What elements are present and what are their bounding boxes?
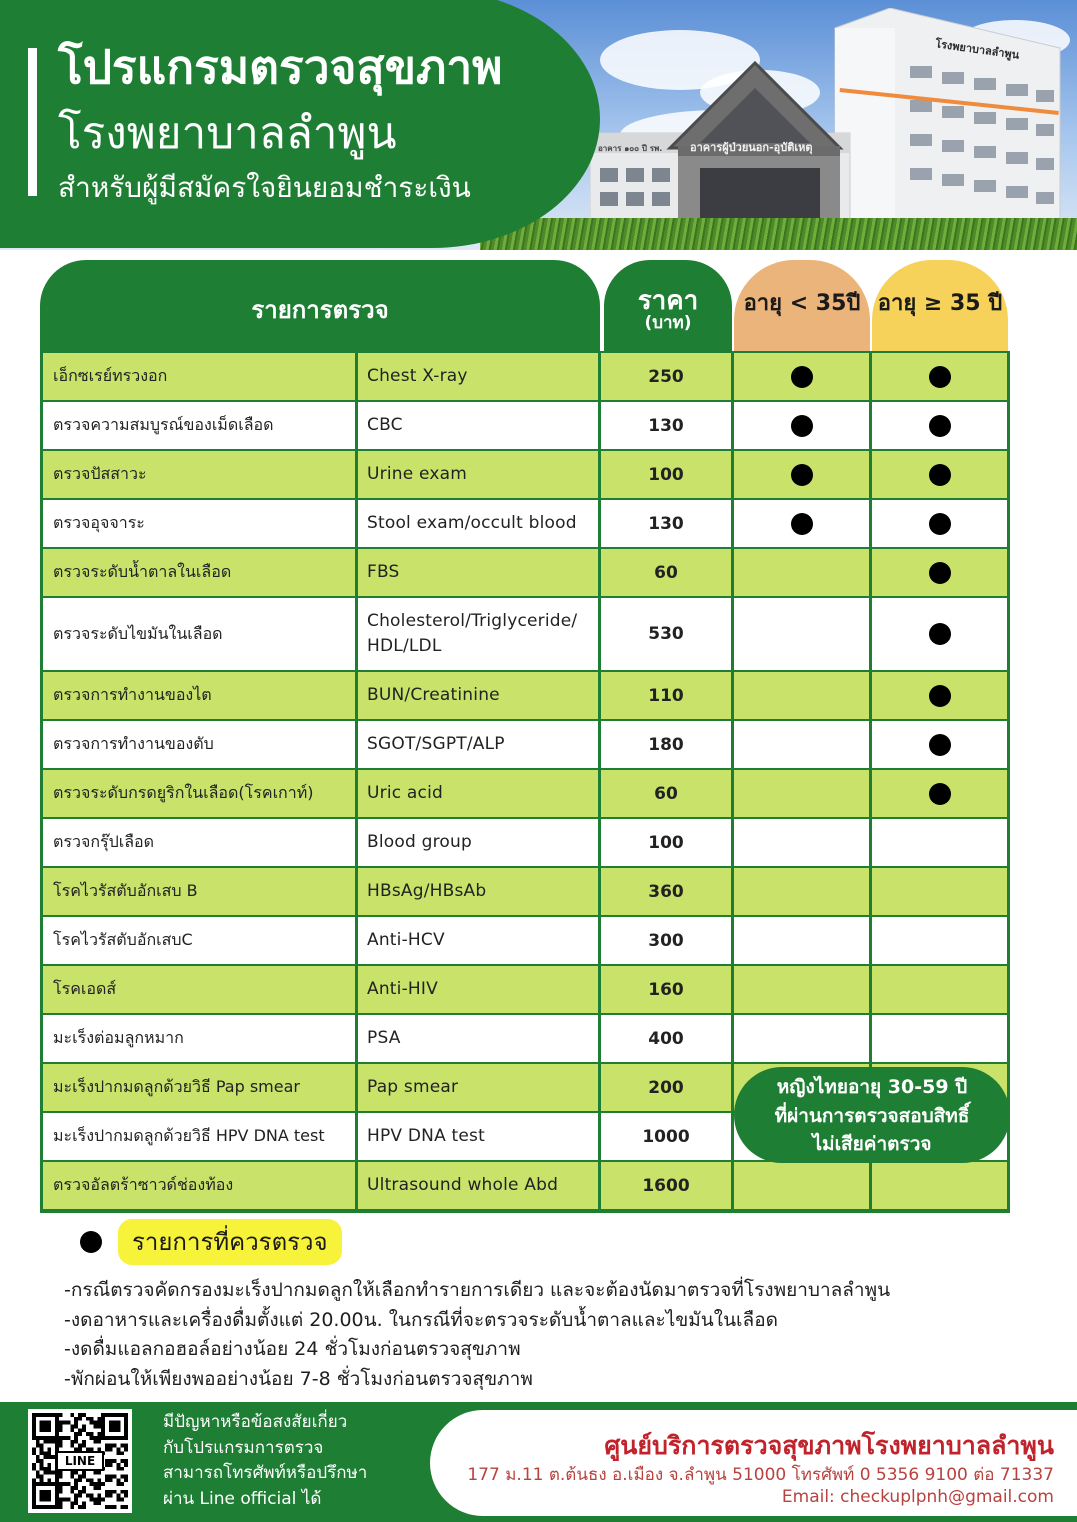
recommended-dot-icon [929,366,951,388]
age-35-plus-cell [872,966,1007,1013]
test-name-thai: มะเร็งต่อมลูกหมาก [43,1015,355,1062]
page-title: โปรแกรมตรวจสุขภาพ [58,40,503,94]
contact-line: กับโปรแกรมการตรวจ [163,1437,324,1458]
age-under-35-cell [734,1162,869,1209]
test-name-thai: ตรวจกรุ๊ปเลือด [43,819,355,866]
age-35-plus-cell [872,672,1007,719]
test-name-english: Urine exam [358,451,598,498]
age-under-35-cell [734,353,869,400]
center-email[interactable]: Email: checkuplpnh@gmail.com [781,1487,1054,1507]
column-header-price [604,260,732,352]
test-name-thai: โรคไวรัสตับอักเสบC [43,917,355,964]
test-name-thai: ตรวจอัลตร้าซาวด์ช่องท้อง [43,1162,355,1209]
age-35-plus-cell [872,721,1007,768]
free-screening-badge [734,1067,1010,1163]
recommended-dot-icon [929,464,951,486]
age-under-35-cell [734,966,869,1013]
age-under-35-cell [734,451,869,498]
test-price: 1000 [601,1113,731,1160]
test-name-english: Anti-HIV [358,966,598,1013]
test-name-thai: เอ็กซเรย์ทรวงอก [43,353,355,400]
test-name-thai: ตรวจระดับกรดยูริกในเลือด(โรคเกาท์) [43,770,355,817]
age-under-35-cell [734,819,869,866]
table-row [40,768,1010,817]
contact-line: ผ่าน Line official ได้ [163,1488,322,1509]
building-sign-top: โรงพยาบาลลำพูน [934,37,1021,62]
free-badge-line-1: หญิงไทยอายุ 30-59 ปี [776,1076,968,1098]
test-price: 1600 [601,1162,731,1209]
age-35-plus-cell [872,353,1007,400]
test-price: 530 [601,598,731,670]
test-name-english: BUN/Creatinine [358,672,598,719]
table-row [40,1013,1010,1062]
test-price: 100 [601,451,731,498]
test-price: 130 [601,500,731,547]
notes-list [64,1276,1054,1394]
age-35-plus-cell [872,1015,1007,1062]
test-price: 300 [601,917,731,964]
test-price: 100 [601,819,731,866]
recommended-dot-icon [791,366,813,388]
test-price: 60 [601,549,731,596]
age-35-plus-cell [872,598,1007,670]
note-item: -พักผ่อนให้เพียงพออย่างน้อย 7-8 ชั่วโมงก่อนตรวจสุขภาพ [64,1367,533,1390]
legend-label: รายการที่ควรตรวจ [118,1219,342,1265]
table-row [40,498,1010,547]
line-logo: LINE [56,1451,104,1471]
table-row [40,670,1010,719]
test-name-thai: ตรวจระดับน้ำตาลในเลือด [43,549,355,596]
contact-line: สามารถโทรศัพท์หรือปรึกษา [163,1463,368,1483]
test-name-english: Anti-HCV [358,917,598,964]
test-name-english: Cholesterol/Triglyceride/ HDL/LDL [358,598,598,670]
test-name-english: Pap smear [358,1064,598,1111]
table-row [40,449,1010,498]
test-name-english: SGOT/SGPT/ALP [358,721,598,768]
note-item: -งดอาหารและเครื่องดื่มตั้งแต่ 20.00น. ในกรณีที่จะตรวจระดับน้ำตาลและไขมันในเลือด [64,1308,778,1331]
recommended-dot-icon [929,734,951,756]
test-price: 360 [601,868,731,915]
table-row [40,866,1010,915]
test-name-english: CBC [358,402,598,449]
table-row [40,915,1010,964]
recommended-dot-icon [929,623,951,645]
recommended-dot-icon [791,513,813,535]
price-unit: (บาท) [644,313,692,333]
test-name-thai: โรคเอดส์ [43,966,355,1013]
table-row [40,1160,1010,1209]
checkup-center-name: ศูนย์บริการตรวจสุขภาพโรงพยาบาลลำพูน [604,1431,1054,1460]
contact-line: มีปัญหาหรือข้อสงสัยเกี่ยว [163,1412,348,1432]
test-name-english: HBsAg/HBsAb [358,868,598,915]
recommended-dot-icon [791,464,813,486]
recommended-dot-icon [929,685,951,707]
age-35-plus-cell [872,770,1007,817]
test-name-thai: มะเร็งปากมดลูกด้วยวิธี Pap smear [43,1064,355,1111]
test-name-english: Chest X-ray [358,353,598,400]
recommended-dot-icon [929,415,951,437]
table-row [40,817,1010,866]
table-row [40,964,1010,1013]
test-name-thai: ตรวจการทำงานของตับ [43,721,355,768]
table-row [40,547,1010,596]
price-label: ราคา [637,286,699,316]
test-price: 160 [601,966,731,1013]
note-item: -กรณีตรวจคัดกรองมะเร็งปากมดลูกให้เลือกทำรายการเดียว และจะต้องนัดมาตรวจที่โรงพยาบาลลำพูน [64,1279,891,1301]
age-under-35-cell [734,500,869,547]
test-name-english: Ultrasound whole Abd [358,1162,598,1209]
test-price: 60 [601,770,731,817]
age-35-plus-cell [872,819,1007,866]
test-price: 250 [601,353,731,400]
test-name-thai: ตรวจปัสสาวะ [43,451,355,498]
test-name-thai: ตรวจความสมบูรณ์ของเม็ดเลือด [43,402,355,449]
age-35-plus-cell [872,500,1007,547]
age-under-35-cell [734,868,869,915]
age-under-35-cell [734,402,869,449]
table-row [40,400,1010,449]
test-name-thai: มะเร็งปากมดลูกด้วยวิธี HPV DNA test [43,1113,355,1160]
age-35-plus-cell [872,402,1007,449]
test-price: 130 [601,402,731,449]
test-price: 200 [601,1064,731,1111]
recommended-dot-icon [929,783,951,805]
age-under-35-label: อายุ < 35ปี [743,291,861,316]
test-name-english: Blood group [358,819,598,866]
column-header-age-under-35 [734,260,870,352]
center-address-phone: 177 ม.11 ต.ต้นธง อ.เมือง จ.ลำพูน 51000 โทรศัพท์ 0 5356 9100 ต่อ 71337 [467,1465,1054,1485]
table-row [40,719,1010,768]
test-name-english: PSA [358,1015,598,1062]
column-header-age-35-plus [872,260,1008,352]
recommended-dot-icon [929,513,951,535]
test-name-english: Uric acid [358,770,598,817]
note-item: -งดดื่มแอลกอฮอล์อย่างน้อย 24 ชั่วโมงก่อนตรวจสุขภาพ [64,1338,521,1360]
free-badge-line-3: ไม่เสียค่าตรวจ [812,1133,932,1155]
age-35-plus-cell [872,549,1007,596]
test-name-english: Stool exam/occult blood [358,500,598,547]
age-35-plus-cell [872,1162,1007,1209]
column-header-items: รายการตรวจ [40,260,600,352]
legend-dot-icon [80,1231,102,1253]
age-35-plus-label: อายุ ≥ 35 ปี [877,291,1003,316]
free-badge-line-2: ที่ผ่านการตรวจสอบสิทธิ์ [774,1104,970,1127]
header-accent-bar [28,48,37,196]
age-35-plus-cell [872,868,1007,915]
age-35-plus-cell [872,451,1007,498]
test-name-thai: ตรวจอุจจาระ [43,500,355,547]
age-under-35-cell [734,721,869,768]
page-subtitle: สำหรับผู้มีสมัครใจยินยอมชำระเงิน [58,171,471,204]
hospital-building-image [590,8,1077,233]
footer-contact-text [163,1410,413,1512]
recommended-dot-icon [929,562,951,584]
building-sign-front: อาคารผู้ป่วยนอก-อุบัติเหตุ [690,141,813,154]
test-name-english: FBS [358,549,598,596]
table-row [40,596,1010,670]
test-price: 400 [601,1015,731,1062]
test-name-english: HPV DNA test [358,1113,598,1160]
test-name-thai: ตรวจการทำงานของไต [43,672,355,719]
age-35-plus-cell [872,917,1007,964]
age-under-35-cell [734,917,869,964]
test-name-thai: ตรวจระดับไขมันในเลือด [43,598,355,670]
age-under-35-cell [734,672,869,719]
test-name-thai: โรคไวรัสตับอักเสบ B [43,868,355,915]
table-row [40,351,1010,400]
age-under-35-cell [734,549,869,596]
age-under-35-cell [734,1015,869,1062]
hospital-name: โรงพยาบาลลำพูน [58,108,397,159]
test-price: 180 [601,721,731,768]
header-banner [0,0,1077,250]
recommended-dot-icon [791,415,813,437]
age-under-35-cell [734,598,869,670]
building-sign-left: อาคาร ๑๐๐ ปี รพ. [598,144,663,153]
test-price: 110 [601,672,731,719]
grass-strip [480,218,1077,250]
age-under-35-cell [734,770,869,817]
